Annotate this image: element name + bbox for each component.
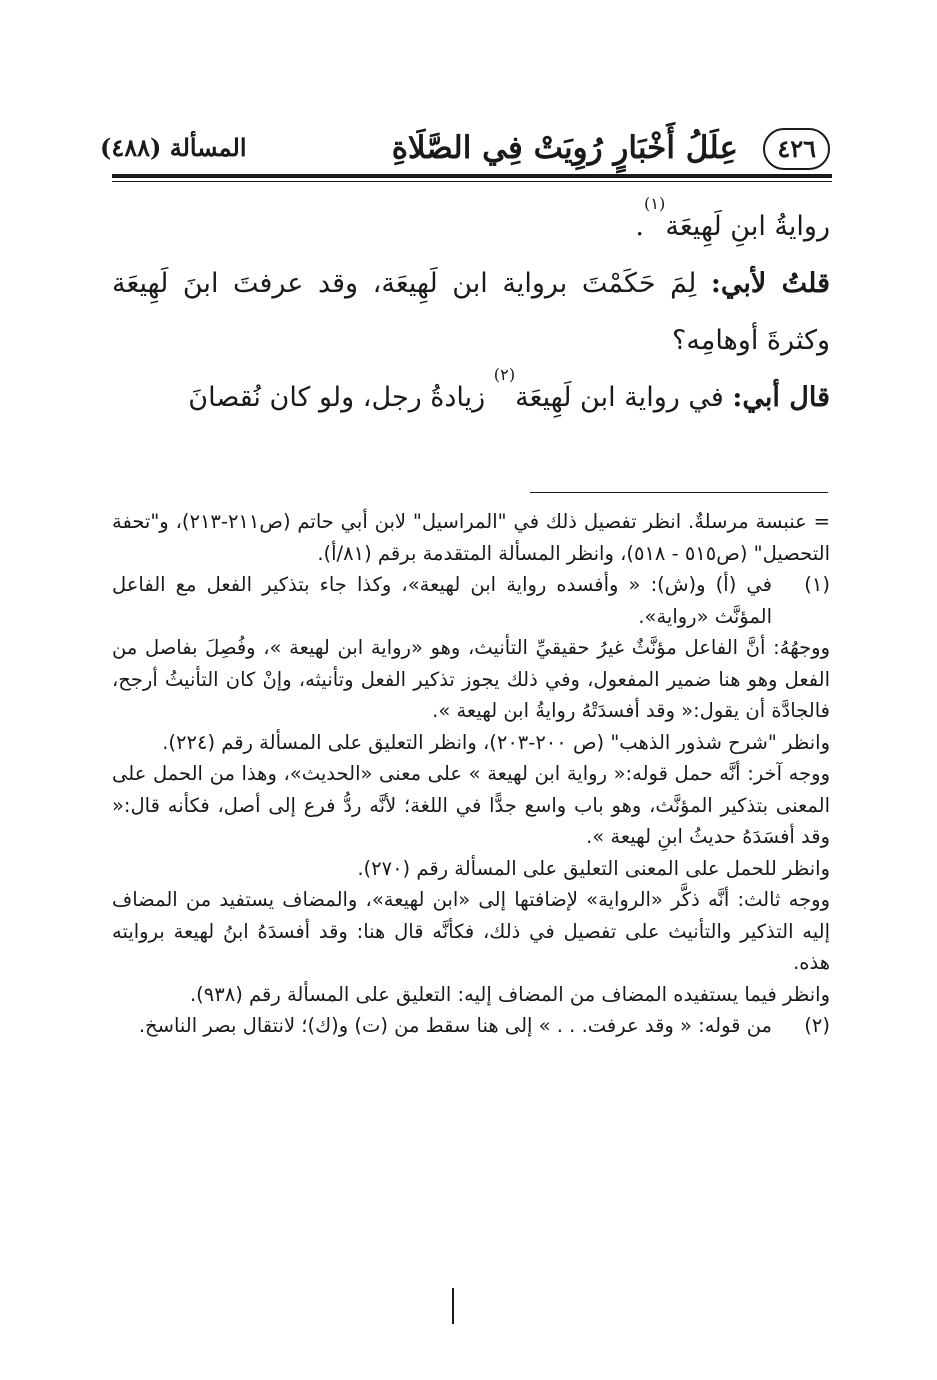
header-rule-thin [112,181,832,182]
footnote-1 [112,569,830,632]
page-header [100,126,830,176]
footnote-paragraph: وانظر "شرح شذور الذهب" (ص ٢٠٠-٢٠٣)، وانظر التعليق على المسألة رقم (٢٢٤). [162,730,830,754]
footnote-paragraph: ووجه آخر: أنَّه حمل قوله:« رواية ابن لهيعة » على معنى «الحديث»، وهذا من الحمل على المعنى بتذكير المؤنَّث، وهو باب واسع جدًّا في اللغة؛ لأنَّه ردُّ فرع إلى أصل، فكأنه قال:« وقد أفسَدَهُ حديثُ ابنِ لهيعة ». [112,762,830,848]
issue-label: المسألة (٤٨٨) [100,133,247,162]
book-title: عِلَلُ أَخْبَارٍ رُوِيَتْ فِي الصَّلَاةِ [391,130,738,166]
speaker-lead: قال أبي: [732,382,830,413]
main-text-line: زيادةُ رجل، ولو كان نُقصانَ [188,382,494,413]
footnote-paragraph: وانظر فيما يستفيده المضاف من المضاف إليه: التعليق على المسألة رقم (٩٣٨). [189,982,830,1006]
footnote-continuation: = عنبسة مرسلةٌ. انظر تفصيل ذلك في "المراسيل" لابن أبي حاتم (ص٢١١-٢١٣)، و"تحفة التحصيل" (ص٥١٥ - ٥١٨)، وانظر المسألة المتقدمة برقم (٨١/أ). [112,510,830,565]
footnote-ref-1: (١) [644,194,666,213]
footnote-number: (١) [804,573,830,596]
footnote-text: في (أ) و(ش): « وأفسده رواية ابن لهيعة»، وكذا جاء بتذكير الفعل مع الفاعل المؤنَّث «رواية». [112,573,772,628]
footnote-2 [112,1010,830,1042]
main-text-line: في رواية ابن لَهِيعَة [515,382,733,413]
page-bottom-mark [452,1288,454,1324]
footnote-paragraph: وانظر للحمل على المعنى التعليق على المسألة رقم (٢٧٠). [357,856,830,880]
main-paragraph-3 [112,365,830,426]
main-paragraph-1 [112,194,830,255]
main-text-line: لِمَ حَكَمْتَ برواية ابن لَهِيعَة، وقد عرفتَ ابنَ لَهِيعَة وكثرةَ أوهامِه؟ [112,268,830,356]
main-text-end: . [635,211,645,242]
footnote-paragraph: ووجه ثالث: أنَّه ذكَّر «الرواية» لإضافتها إلى «ابن لهيعة»، والمضاف يستفيد من المضاف إليه التذكير والتأنيث على تفصيل في ذلك، فكأنَّه قال هنا: وقد أفسدَهُ ابنُ لهيعة بروايته هذه. [112,888,830,974]
main-paragraph-2 [112,255,830,369]
footnote-paragraph: ووجهُهُ: أنَّ الفاعل مؤنَّثٌ غيرُ حقيقيِّ التأنيث، وهو «رواية ابن لهيعة »، وفُصِلَ بفاصل من الفعل وهو هنا ضمير المفعول، وفي ذلك يجوز تذكير الفعل وتأنيثه، وإنْ كان التأنيثُ أرجح، فالجادَّة أن يقول:« وقد أفسدَتْهُ روايةُ ابن لهيعة ». [112,636,830,722]
page-number: ٤٢٦ [763,128,830,170]
footnote-separator [530,492,828,493]
main-text-line: روايةُ ابنِ لَهِيعَة [665,211,830,242]
footnote-number: (٢) [804,1014,830,1037]
header-rule-thick [112,174,832,178]
speaker-lead: قلتُ لأبي: [710,268,830,299]
footnote-text: من قوله: « وقد عرفت. . . » إلى هنا سقط من (ت) و(ك)؛ لانتقال بصر الناسخ. [138,1014,772,1037]
main-text [112,194,830,426]
footnote-ref-2: (٢) [493,365,516,384]
footnotes [112,506,830,1042]
